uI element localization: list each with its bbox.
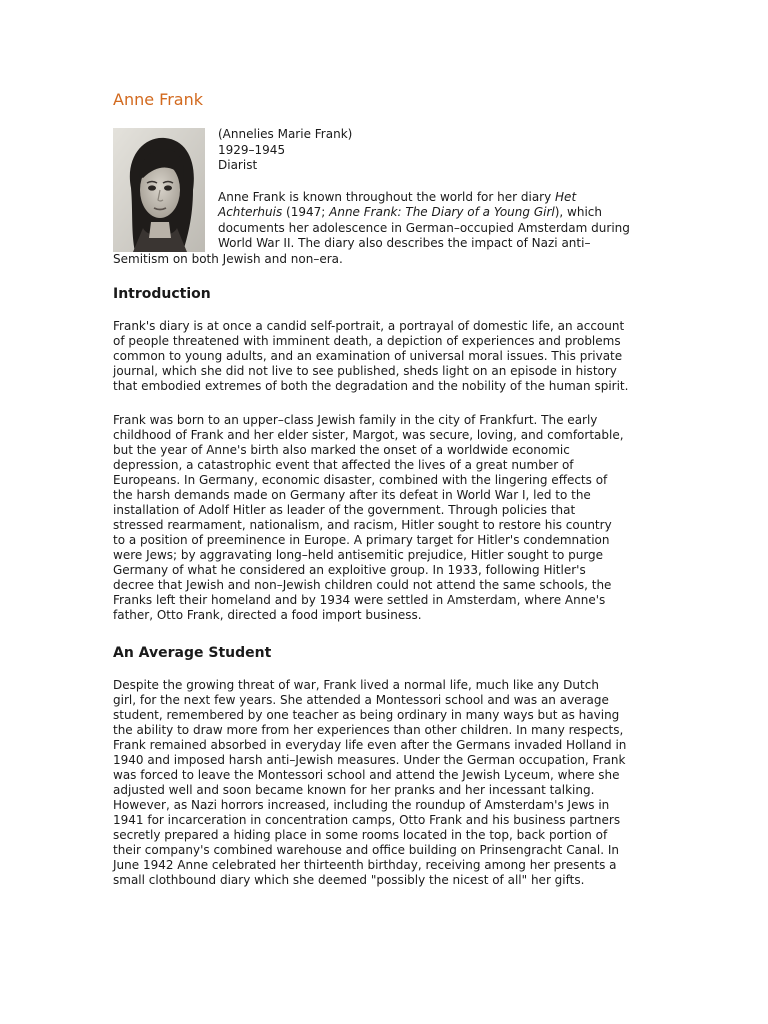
paragraph-line: their company's combined warehouse and office building on Prinsengracht Canal. In bbox=[113, 843, 620, 857]
paragraph-line: 1940 and imposed harsh anti–Jewish measures. Under the German occupation, Frank bbox=[113, 753, 626, 767]
paragraph-line: the harsh demands made on Germany after its defeat in World War I, led to the bbox=[113, 488, 591, 502]
summary-text: documents her adolescence in German–occupied Amsterdam during bbox=[218, 220, 630, 235]
occupation: Diarist bbox=[218, 158, 258, 172]
book-title: Het bbox=[555, 189, 577, 204]
paragraph-line: 1941 for incarceration in concentration camps, Otto Frank and his business partners bbox=[113, 813, 621, 827]
paragraph-line: Franks left their homeland and by 1934 were settled in Amsterdam, where Anne's bbox=[113, 593, 606, 607]
summary-text: World War II. The diary also describes the impact of Nazi anti– bbox=[218, 236, 591, 250]
paragraph-line: girl, for the next few years. She attended a Montessori school and was an average bbox=[113, 693, 609, 707]
paragraph-line: depression, a catastrophic event that affected the lives of a great number of bbox=[113, 458, 574, 472]
paragraph-line: childhood of Frank and her elder sister, Margot, was secure, loving, and comfortable, bbox=[113, 428, 624, 442]
paragraph-line: However, as Nazi horrors increased, including the roundup of Amsterdam's Jews in bbox=[113, 798, 610, 812]
paragraph-line: the ability to draw more from her experiences than other children. In many respects, bbox=[113, 723, 624, 737]
paragraph-line: adjusted well and soon became known for her pranks and her incessant talking. bbox=[113, 783, 595, 797]
paragraph-line: Europeans. In Germany, economic disaster, combined with the lingering effects of bbox=[113, 473, 608, 487]
intro-paragraph-2 bbox=[113, 413, 658, 623]
paragraph-line: stressed rearmament, nationalism, and racism, Hitler sought to restore his country bbox=[113, 518, 612, 532]
paragraph-line: small clothbound diary which she deemed "possibly the nicest of all" her gifts. bbox=[113, 873, 585, 887]
full-name: (Annelies Marie Frank) bbox=[218, 127, 353, 141]
intro-paragraph-1 bbox=[113, 319, 658, 394]
article-intro bbox=[113, 127, 658, 267]
paragraph-line: journal, which she did not live to see published, sheds light on an episode in history bbox=[113, 364, 617, 378]
bio-details bbox=[218, 127, 658, 174]
paragraph-line: decree that Jewish and non–Jewish children could not attend the same schools, the bbox=[113, 578, 612, 592]
paragraph-line: that embodied extremes of both the degradation and the nobility of the human spirit. bbox=[113, 379, 629, 393]
book-title: Achterhuis bbox=[218, 205, 283, 219]
paragraph-line: were Jews; by aggravating long–held antisemitic prejudice, Hitler sought to purge bbox=[113, 548, 604, 562]
summary-wrapped-lines bbox=[113, 190, 658, 252]
paragraph-line: to a position of preeminence in Europe. A primary target for Hitler's condemnation bbox=[113, 533, 610, 547]
paragraph-line: Frank remained absorbed in everyday life even after the Germans invaded Holland in bbox=[113, 738, 627, 752]
paragraph-line: student, remembered by one teacher as being ordinary in many ways but as having bbox=[113, 708, 620, 722]
summary-line bbox=[218, 190, 658, 206]
average-student-paragraph bbox=[113, 678, 658, 888]
paragraph-line: June 1942 Anne celebrated her thirteenth birthday, receiving among her presents a bbox=[113, 858, 617, 872]
summary-line bbox=[218, 236, 658, 252]
summary-last-line: Semitism on both Jewish and non–era. bbox=[113, 251, 343, 266]
section-heading-introduction: Introduction bbox=[113, 286, 211, 302]
summary-text: Anne Frank is known throughout the world for her diary bbox=[218, 189, 556, 204]
paragraph-line: common to young adults, and an examination of universal moral issues. This private bbox=[113, 349, 623, 363]
paragraph-line: Germany of what he considered an exploitive group. In 1933, following Hitler's bbox=[113, 563, 586, 577]
paragraph-line: secretly prepared a hiding place in some rooms located in the top, back portion of bbox=[113, 828, 608, 842]
paragraph-line: Frank's diary is at once a candid self-portrait, a portrayal of domestic life, an account bbox=[113, 319, 625, 333]
paragraph-line: of people threatened with imminent death, a depiction of experiences and problems bbox=[113, 334, 621, 348]
paragraph-line: but the year of Anne's birth also marked the onset of a worldwide economic bbox=[113, 443, 570, 457]
paragraph-line: Frank was born to an upper–class Jewish family in the city of Frankfurt. The early bbox=[113, 413, 598, 427]
book-title: Anne Frank: The Diary of a Young Girl bbox=[329, 205, 555, 219]
summary-line bbox=[218, 221, 658, 237]
life-years: 1929–1945 bbox=[218, 142, 286, 157]
paragraph-line: Despite the growing threat of war, Frank lived a normal life, much like any Dutch bbox=[113, 678, 599, 692]
paragraph-line: installation of Adolf Hitler as leader of the government. Through policies that bbox=[113, 503, 576, 517]
summary-line bbox=[218, 205, 658, 221]
paragraph-line: father, Otto Frank, directed a food import business. bbox=[113, 608, 422, 622]
article-title: Anne Frank bbox=[113, 90, 203, 109]
summary-paragraph bbox=[113, 190, 658, 268]
summary-text: ), which bbox=[554, 205, 602, 219]
summary-text: (1947; bbox=[282, 205, 330, 219]
paragraph-line: was forced to leave the Montessori school and attend the Jewish Lyceum, where she bbox=[113, 768, 620, 782]
section-heading-average-student: An Average Student bbox=[113, 645, 272, 661]
